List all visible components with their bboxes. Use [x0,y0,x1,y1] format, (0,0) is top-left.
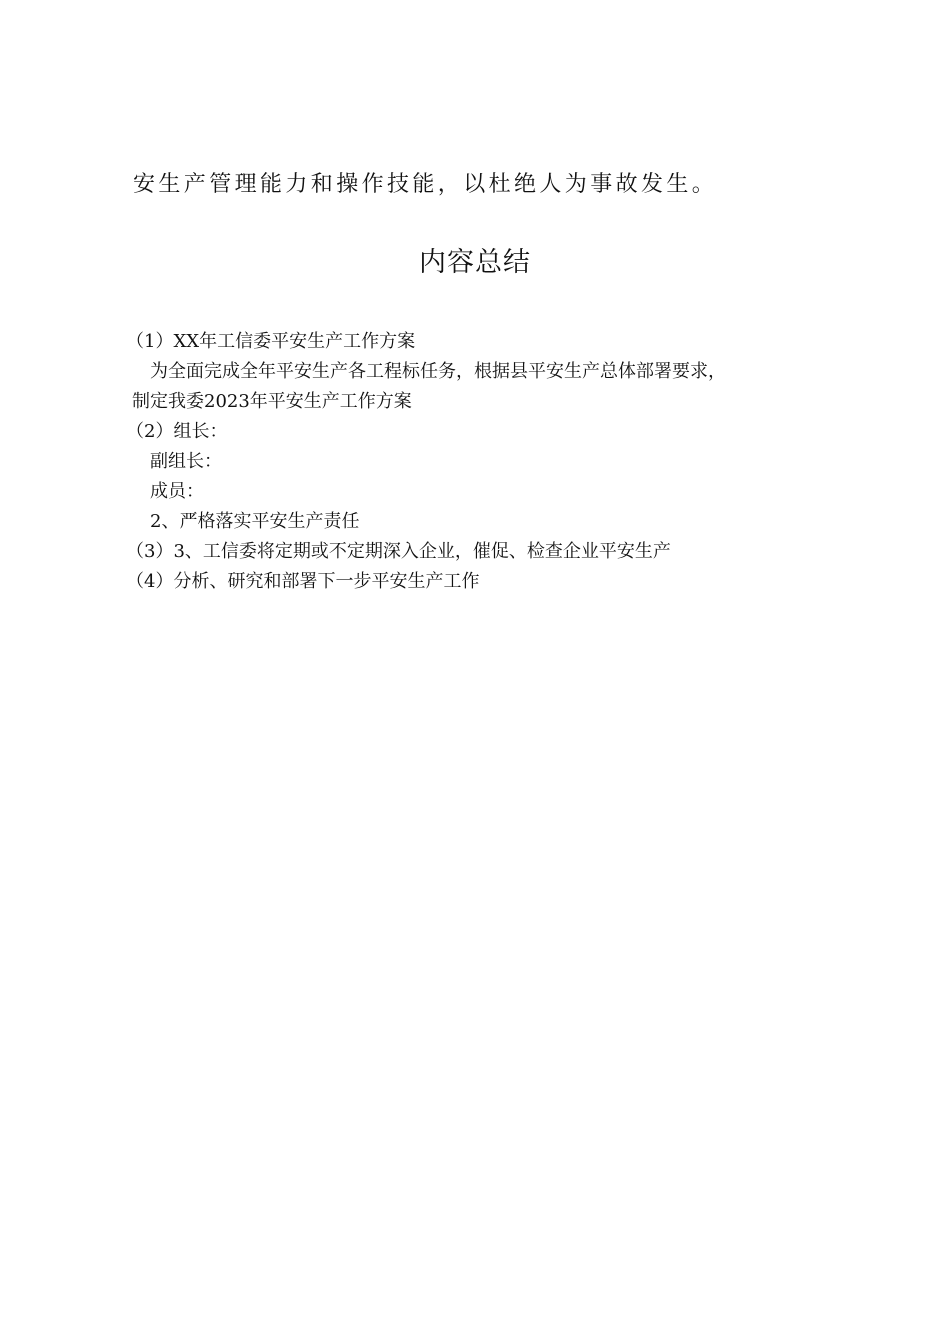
summary-line-4: （2）组长： [126,421,228,442]
summary-line-8: （3）3、工信委将定期或不定期深入企业，催促、检查企业平安生产 [126,541,671,562]
summary-line-3: 制定我委2023年平安生产工作方案 [132,391,412,412]
summary-line-6: 成员： [150,481,204,502]
summary-line-5: 副组长： [150,451,222,472]
carryover-paragraph: 安生产管理能力和操作技能，以杜绝人为事故发生。 [133,172,718,197]
summary-line-2: 为全面完成全年平安生产各工程标任务，根据县平安生产总体部署要求， [150,361,726,382]
summary-line-1: （1）XX年工信委平安生产工作方案 [126,331,416,352]
section-title: 内容总结 [419,247,531,278]
summary-line-9: （4）分析、研究和部署下一步平安生产工作 [126,571,480,592]
summary-line-7: 2、严格落实平安生产责任 [150,511,360,532]
summary-list [126,327,826,597]
